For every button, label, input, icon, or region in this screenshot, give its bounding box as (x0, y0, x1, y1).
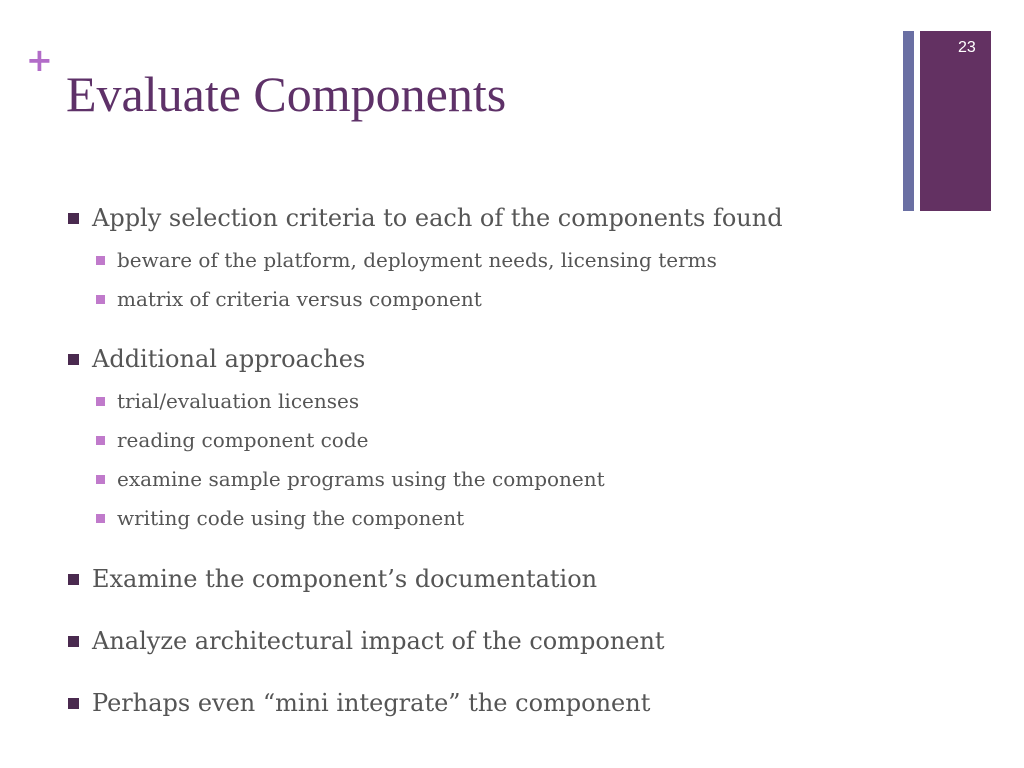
square-bullet-icon (68, 636, 79, 647)
square-bullet-icon (68, 698, 79, 709)
square-sub-bullet-icon (96, 256, 105, 265)
square-bullet-icon (68, 213, 79, 224)
bullet-item (68, 204, 783, 232)
sub-bullet-text: reading component code (117, 428, 369, 452)
square-sub-bullet-icon (96, 397, 105, 406)
square-sub-bullet-icon (96, 295, 105, 304)
accent-bar-thick (920, 31, 991, 211)
sub-bullet-item (96, 506, 464, 530)
sub-bullet-item (96, 389, 359, 413)
square-sub-bullet-icon (96, 436, 105, 445)
sub-bullet-text: writing code using the component (117, 506, 465, 530)
sub-bullet-text: matrix of criteria versus component (117, 287, 482, 311)
sub-bullet-text: beware of the platform, deployment needs, licensing terms (117, 248, 717, 272)
slide-title: Evaluate Components (66, 66, 507, 122)
bullet-text: Examine the component’s documentation (92, 565, 598, 593)
sub-bullet-item (96, 287, 482, 311)
sub-bullet-text: examine sample programs using the component (117, 467, 605, 491)
slide-number: 23 (958, 39, 976, 56)
plus-icon: + (26, 41, 53, 79)
sub-bullet-item (96, 248, 717, 272)
sub-bullet-item (96, 428, 368, 452)
bullet-item (68, 627, 665, 655)
square-bullet-icon (68, 354, 79, 365)
bullet-text: Perhaps even “mini integrate” the component (92, 689, 651, 717)
accent-bar-thin (903, 31, 914, 211)
square-bullet-icon (68, 574, 79, 585)
square-sub-bullet-icon (96, 475, 105, 484)
bullet-item (68, 565, 597, 593)
bullet-text: Apply selection criteria to each of the components found (92, 204, 783, 232)
sub-bullet-item (96, 467, 605, 491)
bullet-item (68, 345, 365, 373)
sub-bullet-text: trial/evaluation licenses (117, 389, 360, 413)
bullet-text: Additional approaches (92, 345, 366, 373)
bullet-item (68, 689, 650, 717)
square-sub-bullet-icon (96, 514, 105, 523)
bullet-text: Analyze architectural impact of the component (92, 627, 665, 655)
